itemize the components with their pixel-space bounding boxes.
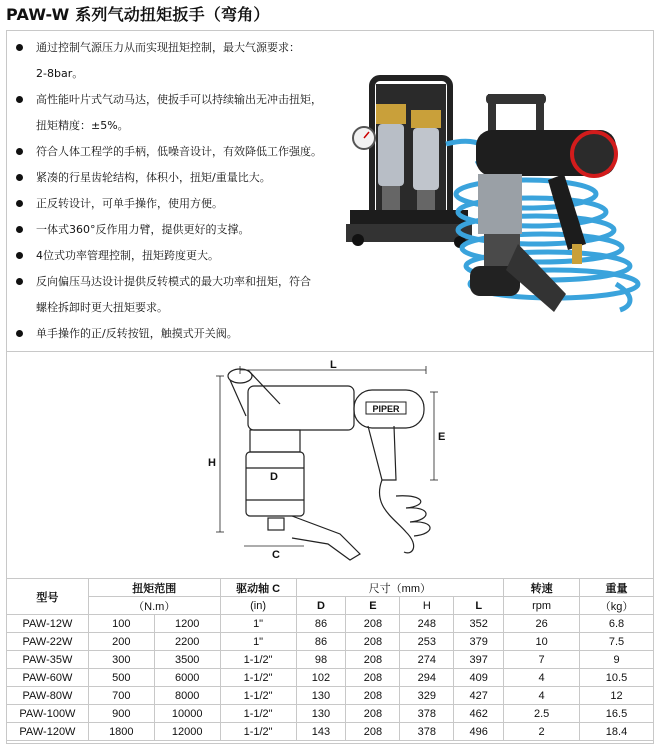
header-torque: 扭矩范围	[88, 579, 220, 597]
table-cell: 2	[504, 723, 580, 741]
table-cell: 1-1/2"	[220, 651, 296, 669]
table-cell: 378	[400, 705, 454, 723]
table-cell: 1-1/2"	[220, 687, 296, 705]
dim-label-l: L	[330, 359, 337, 371]
feature-item	[6, 243, 336, 269]
feature-item	[6, 191, 336, 217]
header-speed: 转速	[504, 579, 580, 597]
table-cell: 12000	[154, 723, 220, 741]
feature-text: 通过控制气源压力从而实现扭矩控制，最大气源要求：	[36, 41, 300, 54]
table-cell: 9	[580, 651, 654, 669]
feature-text: 2-8bar。	[36, 67, 84, 80]
table-cell: 1-1/2"	[220, 723, 296, 741]
header-weight: 重量	[580, 579, 654, 597]
section-divider	[6, 351, 654, 352]
header-size: 尺寸（mm）	[296, 579, 504, 597]
feature-text: 紧凑的行星齿轮结构，体积小，扭矩/重量比大。	[36, 171, 271, 184]
table-cell: 1200	[154, 615, 220, 633]
table-cell: 10.5	[580, 669, 654, 687]
table-cell: 16.5	[580, 705, 654, 723]
feature-text: 反向偏压马达设计提供反转模式的最大功率和扭矩，符合	[36, 275, 311, 288]
table-row	[7, 669, 654, 687]
dim-label-e: E	[438, 431, 446, 443]
bullet-icon	[16, 148, 23, 155]
feature-text: 符合人体工程学的手柄，低噪音设计，有效降低工作强度。	[36, 145, 322, 158]
table-body	[7, 615, 654, 741]
feature-text: 扭矩精度：±5%。	[36, 119, 129, 132]
table-cell: 1-1/2"	[220, 705, 296, 723]
table-row	[7, 705, 654, 723]
table-cell: 12	[580, 687, 654, 705]
dim-label-c: C	[272, 549, 280, 561]
feature-item	[6, 269, 336, 321]
header-weight-unit: （kg）	[580, 597, 654, 615]
table-cell: 427	[454, 687, 504, 705]
table-cell: 1800	[88, 723, 154, 741]
table-cell: PAW-12W	[7, 615, 89, 633]
header-torque-unit: （N.m）	[88, 597, 220, 615]
table-cell: 2200	[154, 633, 220, 651]
feature-text: 单手操作的正/反转按钮，触摸式开关阀。	[36, 327, 238, 340]
table-row	[7, 615, 654, 633]
bullet-icon	[16, 174, 23, 181]
dim-label-d: D	[270, 471, 278, 483]
table-cell: 1"	[220, 633, 296, 651]
feature-item	[6, 165, 336, 191]
table-cell: PAW-22W	[7, 633, 89, 651]
table-cell: 2.5	[504, 705, 580, 723]
table-cell: 500	[88, 669, 154, 687]
table-cell: 98	[296, 651, 346, 669]
table-row	[7, 687, 654, 705]
table-cell: 4	[504, 687, 580, 705]
table-cell: 253	[400, 633, 454, 651]
table-cell: 143	[296, 723, 346, 741]
table-cell: 329	[400, 687, 454, 705]
table-cell: 10000	[154, 705, 220, 723]
table-cell: 700	[88, 687, 154, 705]
table-cell: 208	[346, 669, 400, 687]
table-cell: 102	[296, 669, 346, 687]
feature-text: 正反转设计，可单手操作，使用方便。	[36, 197, 223, 210]
table-cell: 7	[504, 651, 580, 669]
table-cell: 208	[346, 633, 400, 651]
table-cell: 208	[346, 687, 400, 705]
table-cell: 10	[504, 633, 580, 651]
feature-item	[6, 139, 336, 165]
table-cell: 200	[88, 633, 154, 651]
table-cell: 379	[454, 633, 504, 651]
feature-item	[6, 35, 336, 87]
bullet-icon	[16, 330, 23, 337]
title-rest: 系列气动扭矩扳手（弯角）	[69, 5, 270, 24]
table-cell: PAW-80W	[7, 687, 89, 705]
table-cell: 208	[346, 723, 400, 741]
table-cell: 397	[454, 651, 504, 669]
feature-text: 螺栓拆卸时更大扭矩要求。	[36, 301, 168, 314]
table-cell: 248	[400, 615, 454, 633]
table-cell: PAW-60W	[7, 669, 89, 687]
table-cell: 462	[454, 705, 504, 723]
bullet-icon	[16, 44, 23, 51]
table-cell: 3500	[154, 651, 220, 669]
brand-label: PIPER	[372, 404, 400, 414]
header-drive: 驱动轴 C	[220, 579, 296, 597]
page-title	[6, 2, 270, 25]
table-cell: 86	[296, 633, 346, 651]
table-cell: 4	[504, 669, 580, 687]
header-size-l: L	[454, 597, 504, 615]
table-cell: 208	[346, 705, 400, 723]
table-cell: 130	[296, 687, 346, 705]
table-cell: 1"	[220, 615, 296, 633]
bullet-icon	[16, 252, 23, 259]
table-cell: 18.4	[580, 723, 654, 741]
table-cell: 352	[454, 615, 504, 633]
table-cell: 6.8	[580, 615, 654, 633]
table-row	[7, 633, 654, 651]
feature-item	[6, 87, 336, 139]
spec-table	[6, 578, 654, 741]
filter-stand	[346, 78, 472, 248]
feature-text: 一体式360°反作用力臂，提供更好的支撑。	[36, 223, 250, 236]
table-cell: 378	[400, 723, 454, 741]
bullet-icon	[16, 226, 23, 233]
table-row	[7, 723, 654, 741]
dimension-diagram	[200, 356, 460, 576]
table-cell: 26	[504, 615, 580, 633]
table-row	[7, 651, 654, 669]
table-cell: 274	[400, 651, 454, 669]
header-speed-unit: rpm	[504, 597, 580, 615]
table-cell: PAW-120W	[7, 723, 89, 741]
product-photo	[336, 34, 654, 350]
table-cell: 6000	[154, 669, 220, 687]
table-cell: 294	[400, 669, 454, 687]
bullet-icon	[16, 96, 23, 103]
table-cell: PAW-100W	[7, 705, 89, 723]
table-cell: 100	[88, 615, 154, 633]
table-cell: 86	[296, 615, 346, 633]
table-cell: 130	[296, 705, 346, 723]
table-cell: 8000	[154, 687, 220, 705]
table-cell: 1-1/2"	[220, 669, 296, 687]
table-cell: 7.5	[580, 633, 654, 651]
table-cell: 208	[346, 651, 400, 669]
feature-text: 4位式功率管理控制，扭矩跨度更大。	[36, 249, 219, 262]
bullet-icon	[16, 278, 23, 285]
table-cell: 496	[454, 723, 504, 741]
header-size-e: E	[346, 597, 400, 615]
header-size-h: H	[400, 597, 454, 615]
bullet-icon	[16, 200, 23, 207]
feature-list	[6, 31, 336, 351]
header-model: 型号	[7, 579, 89, 615]
table-cell: 409	[454, 669, 504, 687]
table-cell: PAW-35W	[7, 651, 89, 669]
table-subheader-row	[7, 597, 654, 615]
table-cell: 300	[88, 651, 154, 669]
feature-item	[6, 217, 336, 243]
header-drive-unit: (in)	[220, 597, 296, 615]
feature-item	[6, 321, 336, 347]
dim-label-h: H	[208, 457, 216, 469]
table-cell: 900	[88, 705, 154, 723]
table-cell: 208	[346, 615, 400, 633]
header-size-d: D	[296, 597, 346, 615]
table-header-row	[7, 579, 654, 597]
title-model: PAW-W	[6, 5, 70, 24]
feature-text: 高性能叶片式气动马达，使扳手可以持续输出无冲击扭矩，	[36, 93, 322, 106]
